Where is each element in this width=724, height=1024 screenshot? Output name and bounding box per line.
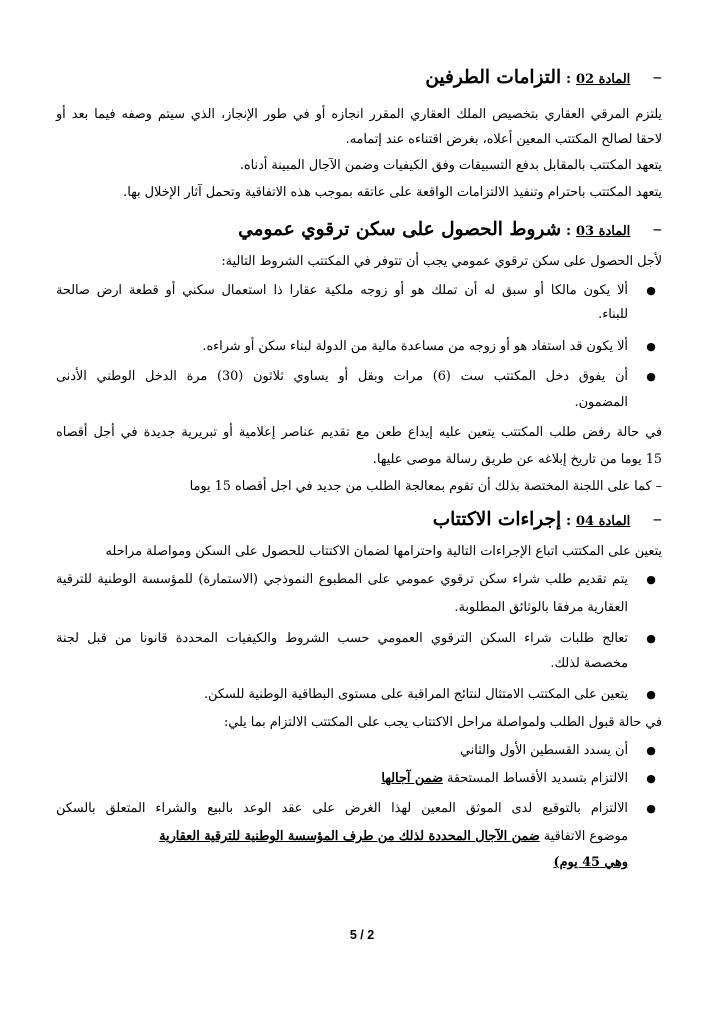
obligation-2 — [56, 770, 628, 788]
obligation-3-line-1: الالتزام بالتوقيع لدى الموثق المعين لهذا الغرض على عقد الوعد بالبيع والشراء المتعلق بالسكن — [56, 801, 628, 816]
bullet-icon: ● — [646, 744, 656, 757]
article-02-heading — [56, 66, 662, 92]
heading-dash: – — [652, 219, 662, 240]
obligation-3-line-2 — [56, 828, 628, 846]
article-03-intro: لأجل الحصول على سكن ترقوي عمومي يجب أن تتوفر في المكتتب الشروط التالية: — [221, 254, 662, 269]
bullet-icon: ● — [646, 573, 656, 586]
acceptance-intro: في حالة قبول الطلب ولمواصلة مراحل الاكتتاب يجب على المكتتب الالتزام بما يلي: — [223, 715, 662, 730]
bullet-icon: ● — [646, 340, 656, 353]
procedure-1-line-1: يتم تقديم طلب شراء سكن ترقوي عمومي على المطبوع النموذجي (الاستمارة) للمؤسسة الوطنية للترقية — [56, 572, 628, 587]
article-03-heading — [56, 218, 662, 244]
article-02-line-1: يلتزم المرقي العقاري بتخصيص الملك العقاري المقرر انجازه أو في طور الإنجاز، الذي سيتم وصفه فيما بعد أو — [56, 107, 662, 122]
heading-colon: : — [561, 71, 577, 87]
heading-dash: – — [652, 509, 662, 530]
page-number: 2 / 5 — [349, 928, 375, 942]
bullet-icon: ● — [646, 284, 656, 297]
obligation-3-emphasis: ضمن الآجال المحددة لذلك من طرف المؤسسة الوطنية للترقية العقارية — [159, 829, 540, 844]
article-04-intro: يتعين على المكتتب اتباع الإجراءات التالية واحترامها لضمان الاكتتاب للحصول على السكن ومواصلة مراحله — [105, 544, 662, 559]
obligation-3-text: موضوع الاتفاقية — [539, 829, 628, 844]
article-label: المادة 02 — [576, 72, 631, 87]
obligation-1: أن يسدد القسطين الأول والثاني — [459, 743, 628, 758]
article-label: المادة 04 — [576, 514, 631, 529]
bullet-icon: ● — [646, 688, 656, 701]
heading-dash: – — [652, 67, 662, 88]
obligation-3-line-3: وهي 45 يوم) — [553, 855, 628, 870]
obligation-2-emphasis: ضمن آجالها — [381, 771, 443, 786]
article-label: المادة 03 — [576, 224, 631, 239]
condition-3-line-1: أن يفوق دخل المكتتب ست (6) مرات وبقل أو يساوي ثلاثون (30) مرة الدخل الوطني الأدنى — [56, 369, 628, 384]
procedure-1-line-2: العقارية مرفقا بالوثائق المطلوبة. — [454, 600, 628, 615]
article-02-line-4: يتعهد المكتتب باحترام وتنفيذ الالتزامات الواقعة على عاتقه بموجب هذه الاتفاقية وتحمل آثار الإخلال بها. — [123, 185, 662, 200]
article-02-line-3: يتعهد المكتتب بالمقابل بدفع التسبيقات وفق الكيفيات وضمن الآجال المبينة أدناه. — [239, 158, 662, 173]
article-title: إجراءات الاكتتاب — [432, 509, 562, 530]
procedure-2-line-1: تعالج طلبات شراء السكن الترقوي العمومي حسب الشروط والكيفيات المحددة قانونا من قبل لجنة — [56, 631, 628, 646]
condition-1-line-1: ألا يكون مالكا أو سبق له أن تملك هو أو زوجه ملكية عقارا ذا استعمال سكني أو قطعة ارض صالحة — [56, 283, 628, 298]
rejection-line-2: 15 يوما من تاريخ إبلاغه عن طريق رسالة موصى عليها. — [372, 452, 662, 467]
procedure-2-line-2: مخصصة لذلك. — [550, 656, 628, 671]
bullet-icon: ● — [646, 802, 656, 815]
condition-1-line-2: للبناء. — [598, 307, 628, 322]
rejection-line-1: في حالة رفض طلب المكتتب يتعين عليه إيداع طعن مع تقديم عناصر إعلامية أو تبريرية جديدة في أجل أقصاه — [56, 425, 662, 440]
procedure-3: يتعين على المكتتب الامتثال لنتائج المراقبة على مستوى البطاقية الوطنية للسكن. — [203, 687, 628, 702]
condition-3-line-2: المضمون. — [574, 395, 628, 410]
condition-2: ألا يكون قد استفاد هو أو زوجه من مساعدة مالية من الدولة لبناء سكن أو شراءه. — [202, 339, 628, 354]
heading-colon: : — [561, 513, 577, 529]
article-title: التزامات الطرفين — [425, 67, 562, 88]
article-04-heading — [56, 508, 662, 534]
heading-colon: : — [561, 223, 577, 239]
bullet-icon: ● — [646, 772, 656, 785]
bullet-icon: ● — [646, 632, 656, 645]
bullet-icon: ● — [646, 370, 656, 383]
obligation-2-text: الالتزام بتسديد الأقساط المستحقة — [442, 771, 628, 786]
rejection-line-3: – كما على اللجنة المختصة بذلك أن تقوم بمعالجة الطلب من جديد في اجل أقصاه 15 يوما — [189, 479, 662, 494]
article-title: شروط الحصول على سكن ترقوي عمومي — [238, 219, 562, 240]
article-02-line-2: لاحقا لصالح المكتتب المعين أعلاه، بغرض اقتناءه عند إتمامه. — [345, 132, 662, 147]
